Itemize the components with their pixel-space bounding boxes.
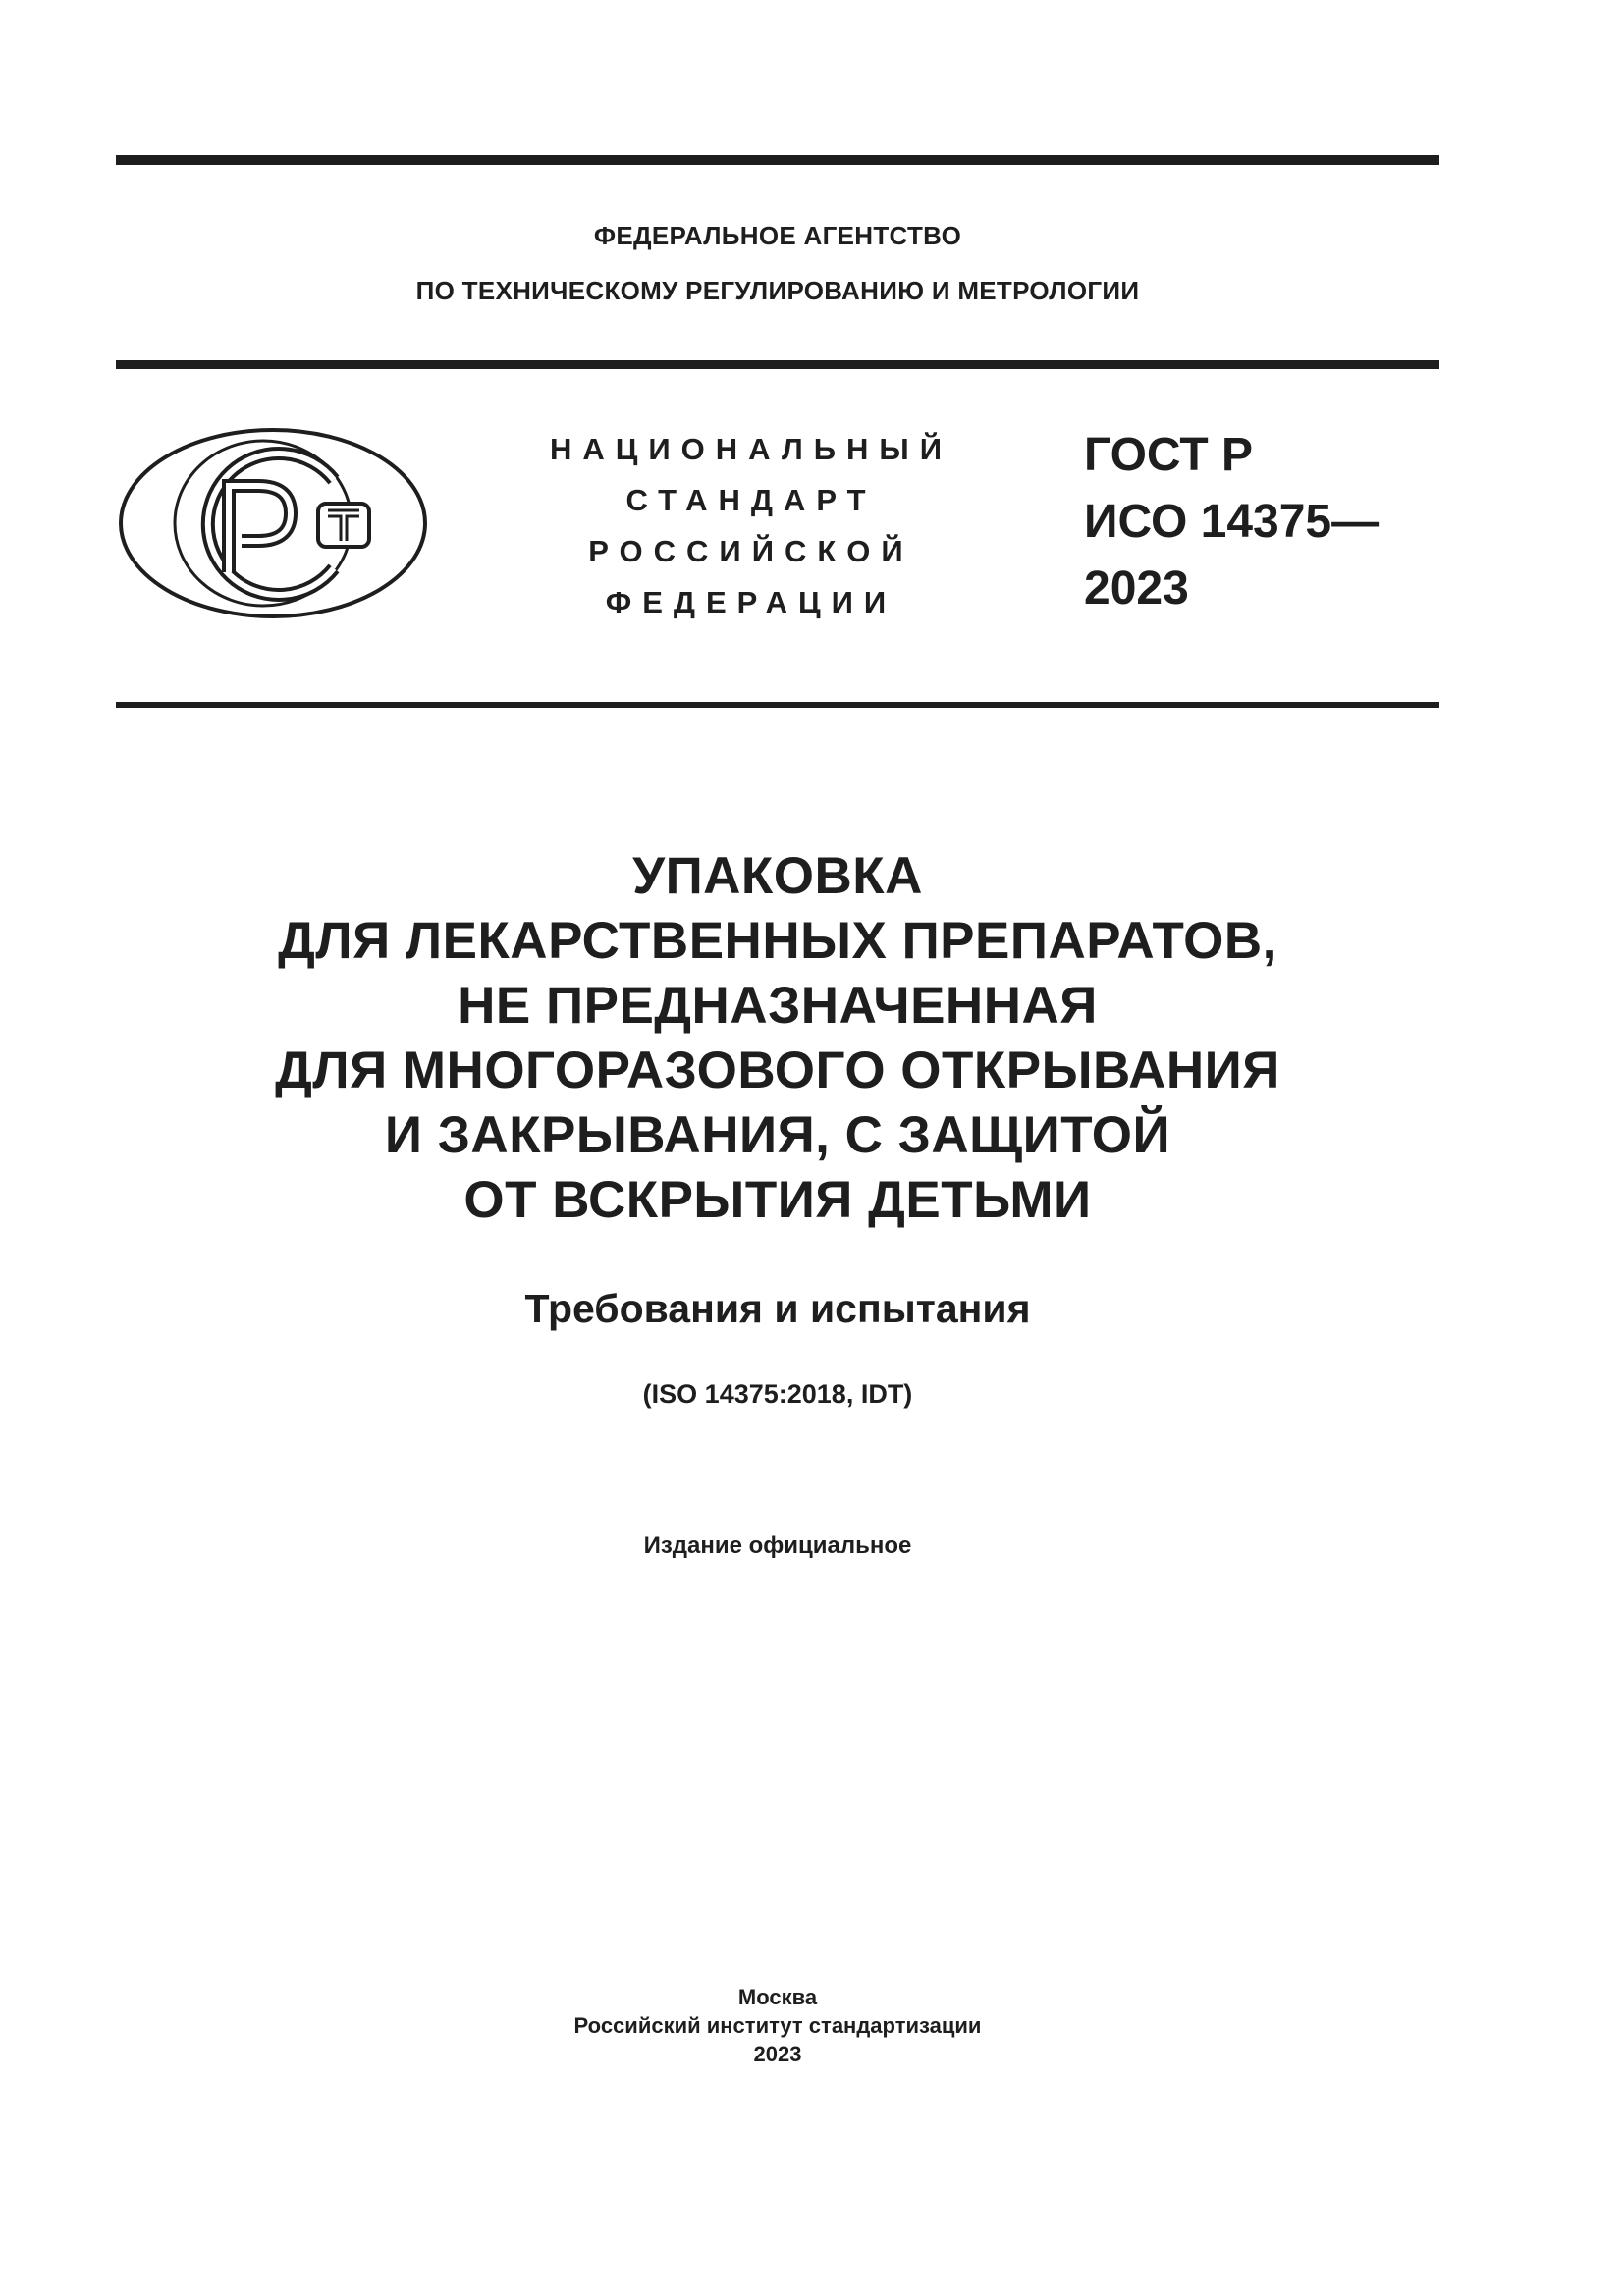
title-line: ДЛЯ ЛЕКАРСТВЕННЫХ ПРЕПАРАТОВ,	[278, 912, 1277, 970]
title-line: И ЗАКРЫВАНИЯ, С ЗАЩИТОЙ	[384, 1106, 1171, 1164]
title-line: НЕ ПРЕДНАЗНАЧЕННАЯ	[458, 977, 1098, 1035]
imprint-publisher: Российский институт стандартизации	[573, 2013, 982, 2038]
rst-logo-icon	[116, 425, 430, 621]
edition-note: Издание официальное	[643, 1532, 912, 1559]
title-line: ДЛЯ МНОГОРАЗОВОГО ОТКРЫВАНИЯ	[275, 1041, 1280, 1099]
section-rule	[116, 702, 1439, 708]
national-standard-line: НАЦИОНАЛЬНЫЙ	[549, 432, 953, 466]
document-title	[116, 844, 1439, 1233]
top-rule	[116, 155, 1439, 165]
imprint-city: Москва	[737, 1985, 818, 2009]
document-subtitle: Требования и испытания	[524, 1286, 1031, 1331]
agency-line-1: ФЕДЕРАЛЬНОЕ АГЕНТСТВО	[593, 221, 962, 250]
imprint-year: 2023	[753, 2042, 802, 2066]
national-standard-line: РОССИЙСКОЙ	[588, 534, 914, 568]
title-line: УПАКОВКА	[632, 847, 923, 905]
agency-line-2: ПО ТЕХНИЧЕСКОМУ РЕГУЛИРОВАНИЮ И МЕТРОЛОГИИ	[415, 276, 1140, 305]
title-line: ОТ ВСКРЫТИЯ ДЕТЬМИ	[463, 1171, 1092, 1229]
header-rule	[116, 360, 1439, 369]
standard-designation	[1084, 422, 1379, 622]
designation-line: 2023	[1084, 562, 1189, 614]
designation-line: ИСО 14375—	[1084, 496, 1380, 548]
national-standard-line: СТАНДАРТ	[625, 483, 877, 517]
designation-line: ГОСТ Р	[1084, 429, 1254, 481]
imprint	[116, 1983, 1439, 2068]
iso-reference: (ISO 14375:2018, IDT)	[642, 1379, 913, 1409]
national-standard-label	[511, 424, 992, 628]
national-standard-line: ФЕДЕРАЦИИ	[605, 585, 897, 619]
